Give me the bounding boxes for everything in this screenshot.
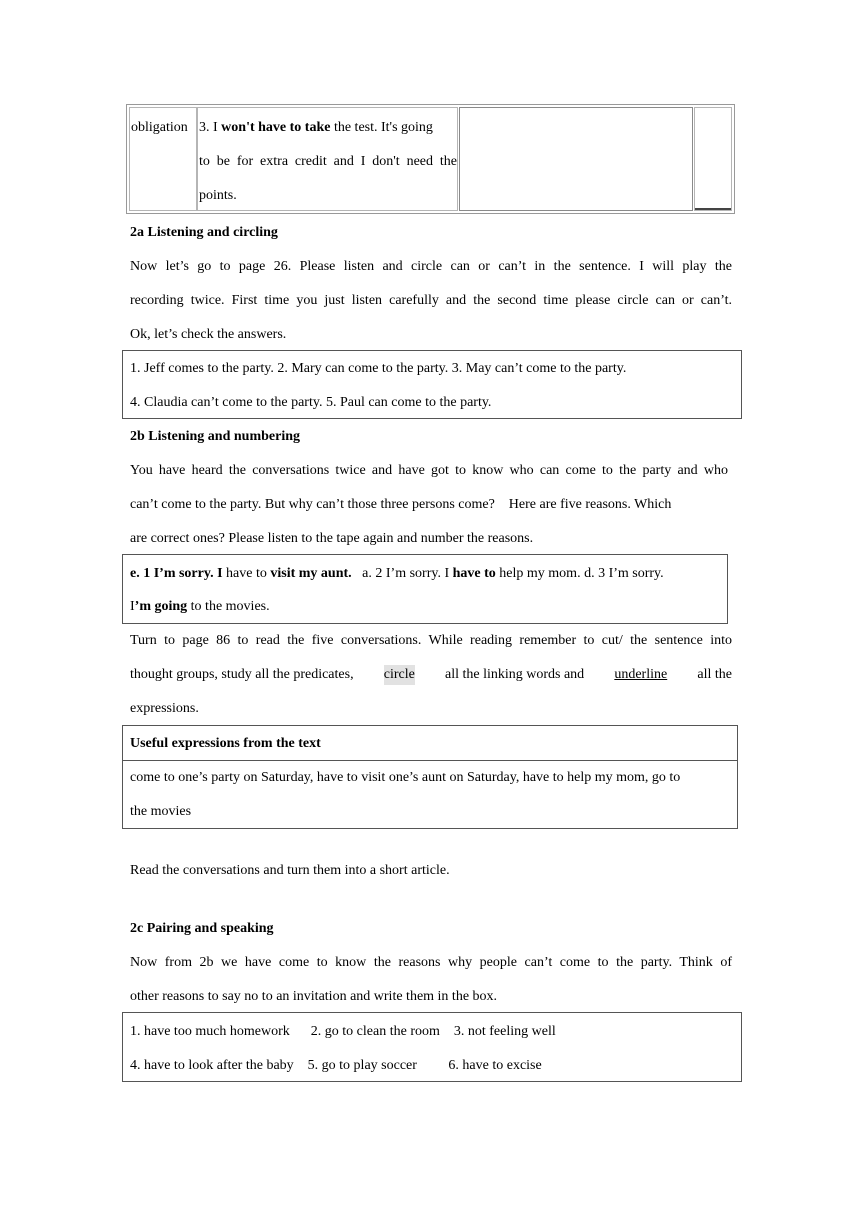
reasons-2c-line1: 1. have too much homework 2. go to clean the room 3. not feeling well — [130, 1024, 556, 1039]
para-2b-line2: can’t come to the party. But why can’t those three persons come? Here are five reasons. Which — [130, 497, 672, 512]
obligation-label: obligation — [131, 120, 188, 135]
reading-line2: thought groups, study all the predicates, circle all the linking words and underline all the — [130, 665, 732, 685]
obligation-narrow-rule — [695, 208, 731, 210]
heading-2b: 2b Listening and numbering — [130, 429, 300, 444]
heading-2a: 2a Listening and circling — [130, 225, 278, 240]
answers-2b-line1: e. 1 I’m sorry. I have to visit my aunt. a. 2 I’m sorry. I have to help my mom. d. 3 I’m sorry. — [130, 566, 664, 581]
expressions-table — [122, 725, 738, 829]
read-instruction: Read the conversations and turn them into a short article. — [130, 863, 450, 878]
expressions-body-line2: the movies — [130, 804, 192, 819]
obligation-table — [126, 104, 735, 214]
reading-line1: Turn to page 86 to read the five conversations. While reading remember to cut/ the sentence into — [130, 633, 732, 648]
expressions-header: Useful expressions from the text — [130, 736, 321, 751]
obligation-example-line1: 3. I won't have to take the test. It's going — [199, 120, 433, 135]
reasons-2c-line2: 4. have to look after the baby 5. go to play soccer 6. have to excise — [130, 1058, 542, 1073]
obligation-example-cell — [197, 107, 458, 211]
obligation-example-bold: won't have to take — [221, 120, 331, 135]
answers-2a-line2: 4. Claudia can’t come to the party. 5. Paul can come to the party. — [130, 395, 492, 410]
obligation-example-line2: to be for extra credit and I don't need the — [199, 154, 457, 169]
para-2b-line3: are correct ones? Please listen to the tape again and number the reasons. — [130, 531, 534, 546]
para-2a-line1: Now let’s go to page 26. Please listen and circle can or can’t in the sentence. I will play the — [130, 259, 732, 274]
answers-2b-line2: I’m going to the movies. — [130, 599, 270, 614]
para-2b-line1: You have heard the conversations twice and have got to know who can come to the party and who — [130, 463, 728, 478]
answers-2a-line1: 1. Jeff comes to the party. 2. Mary can come to the party. 3. May can’t come to the party. — [130, 361, 627, 376]
expressions-divider — [123, 760, 737, 761]
reasons-2c-box — [122, 1012, 742, 1082]
answers-2a-box — [122, 350, 742, 419]
heading-2c: 2c Pairing and speaking — [130, 921, 274, 936]
para-2a-line2: recording twice. First time you just listen carefully and the second time please circle can or can’t. — [130, 293, 732, 308]
answers-2b-box — [122, 554, 728, 624]
obligation-empty-cell — [459, 107, 693, 211]
para-2c-line1: Now from 2b we have come to know the reasons why people can’t come to the party. Think of — [130, 955, 732, 970]
expressions-body-line1: come to one’s party on Saturday, have to visit one’s aunt on Saturday, have to help my mom, go to — [130, 770, 681, 785]
reading-line3: expressions. — [130, 701, 199, 716]
para-2c-line2: other reasons to say no to an invitation and write them in the box. — [130, 989, 498, 1004]
para-2a-line3: Ok, let’s check the answers. — [130, 327, 287, 342]
obligation-label-cell — [129, 107, 197, 211]
circle-highlight: circle — [384, 665, 415, 685]
obligation-narrow-cell — [694, 107, 732, 211]
underline-word: underline — [614, 667, 668, 682]
obligation-example-line3: points. — [199, 188, 237, 203]
